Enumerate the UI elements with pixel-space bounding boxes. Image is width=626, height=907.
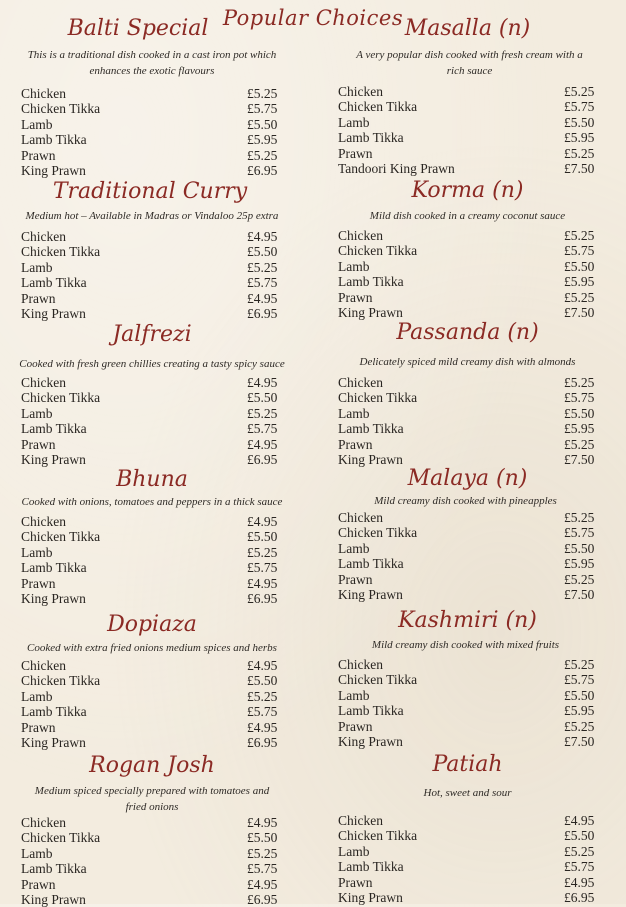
menu-item [21,390,304,405]
item-price: £5.50 [247,673,278,689]
menu-item [338,859,626,874]
item-price: £5.75 [247,560,278,576]
item-price: £5.75 [247,704,278,720]
item-price: £4.95 [247,719,278,735]
item-price: £4.95 [247,514,278,529]
item-price: £6.95 [247,451,278,467]
item-price: £5.25 [247,405,278,421]
item-name: Chicken [338,228,383,243]
item-name: King Prawn [21,891,86,907]
item-price: £5.95 [564,274,595,290]
section-title: Kashmiri (n) [398,608,537,633]
menu-item [21,545,304,560]
menu-item [338,875,626,890]
item-name: Lamb [21,405,53,421]
item-price: £5.25 [564,289,595,305]
item-price: £4.95 [564,874,595,890]
item-name: Prawn [338,289,373,305]
item-name: King Prawn [21,590,86,606]
item-price: £7.50 [564,586,595,602]
menu-item [338,290,626,305]
menu-item [338,421,626,436]
item-price: £4.95 [247,229,278,244]
section-title: Jalfrezi [112,322,192,347]
menu-item [338,390,626,405]
section-title: Korma (n) [411,178,524,203]
item-price: £5.25 [247,259,278,275]
item-price: £5.50 [247,390,278,406]
menu-item [21,101,304,116]
item-price: £5.50 [247,116,278,132]
item-price: £5.25 [564,510,595,525]
item-price: £7.50 [564,451,595,467]
item-name: Chicken [21,815,66,830]
section-title: Patiah [432,752,503,777]
item-price: £5.50 [564,405,595,421]
section-title: Dopiaza [107,612,197,637]
menu-item [21,846,304,861]
menu-item [21,244,304,259]
item-name: Chicken Tikka [21,101,101,117]
item-name: Lamb Tikka [338,130,404,146]
item-name: King Prawn [21,734,86,750]
section-description: Mild creamy dish cooked with mixed fruits [371,639,560,651]
item-name: Chicken [21,658,66,673]
item-price: £5.75 [564,525,595,541]
menu-item [338,828,626,843]
item-price: £5.75 [247,861,278,877]
item-name: King Prawn [21,305,86,321]
section-description: Cooked with onions, tomatoes and peppers in a thick sauce [21,496,283,508]
item-name: Lamb [21,116,53,132]
item-name: Lamb [21,259,53,275]
item-name: King Prawn [338,451,403,467]
item-price: £5.25 [247,688,278,704]
item-name: Chicken Tikka [21,529,101,545]
item-name: King Prawn [338,586,403,602]
menu-item [338,437,626,452]
item-price: £5.95 [564,556,595,572]
item-name: Chicken Tikka [338,243,418,259]
menu-item [21,306,304,321]
item-name: King Prawn [338,889,403,905]
item-price: £7.50 [564,160,595,176]
menu-item [338,375,626,390]
item-name: Chicken [21,514,66,529]
item-price: £5.95 [247,132,278,148]
menu-item [21,260,304,275]
menu-item [338,243,626,258]
menu-item [21,163,304,178]
item-price: £5.95 [564,130,595,146]
item-price: £4.95 [247,436,278,452]
item-name: Lamb [338,258,370,274]
item-price: £5.50 [247,529,278,545]
section-title: Traditional Curry [52,179,248,204]
item-name: Lamb Tikka [21,861,87,877]
item-price: £6.95 [247,590,278,606]
item-price: £5.50 [564,114,595,130]
menu-item [21,148,304,163]
item-name: Chicken Tikka [21,673,101,689]
item-name: Lamb [21,845,53,861]
item-name: Lamb Tikka [338,703,404,719]
item-name: King Prawn [21,162,86,178]
item-price: £5.95 [564,703,595,719]
section-title: Balti Special [67,16,209,41]
menu-item [21,704,304,719]
menu-item [338,541,626,556]
item-price: £5.25 [564,843,595,859]
item-name: Chicken Tikka [338,99,418,115]
item-price: £5.25 [247,147,278,163]
item-name: Lamb [338,687,370,703]
menu-item [21,830,304,845]
item-price: £5.75 [564,672,595,688]
item-price: £4.95 [247,815,278,830]
menu-item [21,815,304,830]
item-name: Lamb Tikka [21,132,87,148]
item-price: £5.25 [247,845,278,861]
menu-item [338,525,626,540]
menu-item [21,735,304,750]
item-name: Prawn [338,718,373,734]
item-name: Chicken Tikka [338,672,418,688]
item-name: Lamb Tikka [21,704,87,720]
menu-item [338,572,626,587]
menu-item [338,556,626,571]
item-name: King Prawn [338,304,403,320]
item-name: Lamb Tikka [21,560,87,576]
section-description: This is a traditional dish cooked in a cast iron pot which enhances the exotic flavours [27,49,277,77]
item-price: £6.95 [564,889,595,905]
item-price: £4.95 [247,658,278,673]
item-name: Lamb [21,544,53,560]
menu-item [338,99,626,114]
menu-item [338,228,626,243]
menu-item [21,406,304,421]
menu-item [21,877,304,892]
menu-item [338,115,626,130]
menu-item [338,813,626,828]
menu-item [21,117,304,132]
section-description: Cooked with fresh green chillies creating a tasty spicy sauce [19,358,285,370]
item-price: £5.25 [247,544,278,560]
menu-item [21,421,304,436]
item-name: Chicken Tikka [338,828,418,844]
item-price: £5.75 [247,421,278,437]
menu-item [21,291,304,306]
item-name: Chicken [338,375,383,390]
menu-item [21,452,304,467]
item-name: Lamb Tikka [338,421,404,437]
item-name: Lamb [338,114,370,130]
item-name: Chicken [338,813,383,828]
menu-item [338,84,626,99]
item-price: £5.25 [564,657,595,672]
item-name: Prawn [21,147,56,163]
menu-item [338,130,626,145]
section-title: Rogan Josh [89,753,215,778]
item-price: £5.50 [564,540,595,556]
menu-item [338,305,626,320]
section-title: Passanda (n) [396,320,539,345]
menu-item [338,672,626,687]
menu-item [21,892,304,907]
item-price: £5.50 [564,258,595,274]
item-name: Chicken Tikka [21,830,101,846]
section-title: Masalla (n) [404,16,531,41]
menu-item [338,890,626,905]
item-price: £5.95 [564,421,595,437]
item-price: £6.95 [247,162,278,178]
page-header: Popular Choices [222,6,404,30]
menu-item [21,514,304,529]
menu-item [338,259,626,274]
item-name: Chicken Tikka [21,390,101,406]
menu-item [21,132,304,147]
item-price: £6.95 [247,305,278,321]
menu-item [338,587,626,602]
menu-item [21,560,304,575]
item-name: Lamb Tikka [338,859,404,875]
item-price: £5.25 [564,84,595,99]
item-price: £5.25 [247,86,278,101]
item-name: Lamb [21,688,53,704]
menu-item [21,275,304,290]
menu-item [338,274,626,289]
item-name: Prawn [21,575,56,591]
item-price: £5.25 [564,571,595,587]
menu-item [21,658,304,673]
item-name: King Prawn [21,451,86,467]
item-price: £5.75 [564,99,595,115]
item-name: Lamb [338,405,370,421]
item-name: Prawn [21,719,56,735]
item-name: Chicken Tikka [338,390,418,406]
item-name: Lamb [338,540,370,556]
menu-item [21,86,304,101]
item-price: £6.95 [247,734,278,750]
menu-item [338,734,626,749]
item-price: £5.50 [564,828,595,844]
item-price: £5.25 [564,436,595,452]
section-description: Mild creamy dish cooked with pineapples [374,495,557,507]
item-name: Lamb Tikka [338,556,404,572]
item-price: £5.75 [564,859,595,875]
menu-item [21,689,304,704]
menu-item [21,673,304,688]
item-price: £5.50 [247,830,278,846]
item-name: Prawn [338,436,373,452]
item-name: Chicken [338,657,383,672]
menu-item [338,719,626,734]
item-price: £5.25 [564,718,595,734]
item-name: Lamb [338,843,370,859]
menu-item [338,406,626,421]
item-name: King Prawn [338,733,403,749]
item-price: £5.75 [564,243,595,259]
item-price: £5.25 [564,145,595,161]
section-description: A very popular dish cooked with fresh cream with a rich sauce [356,49,583,77]
menu-item [21,720,304,735]
item-name: Prawn [338,571,373,587]
menu-item [338,510,626,525]
item-name: Prawn [21,436,56,452]
menu-item [338,146,626,161]
menu-item [338,844,626,859]
item-price: £5.75 [247,101,278,117]
item-name: Prawn [21,290,56,306]
item-name: Chicken [21,86,66,101]
item-name: Chicken [21,375,66,390]
menu-item [21,861,304,876]
section-description: Delicately spiced mild creamy dish with almonds [359,356,576,368]
item-price: £7.50 [564,304,595,320]
item-price: £7.50 [564,733,595,749]
menu-item [21,437,304,452]
section-description: Medium hot – Available in Madras or Vindaloo 25p extra [25,210,279,222]
menu-item [21,529,304,544]
item-name: Lamb Tikka [338,274,404,290]
item-price: £4.95 [564,813,595,828]
section-title: Malaya (n) [407,466,528,491]
item-price: £5.25 [564,375,595,390]
section-description: Hot, sweet and sour [423,787,512,799]
item-price: £4.95 [247,290,278,306]
section-description: Cooked with extra fried onions medium spices and herbs [27,642,277,654]
item-name: Lamb Tikka [21,421,87,437]
item-price: £4.95 [247,375,278,390]
item-price: £5.50 [564,687,595,703]
section-title: Bhuna [116,467,188,492]
item-price: £4.95 [247,575,278,591]
item-name: Prawn [338,874,373,890]
item-name: Chicken Tikka [21,244,101,260]
menu-item [338,703,626,718]
item-price: £5.75 [564,390,595,406]
menu-item [338,688,626,703]
menu-item [21,229,304,244]
section-description: Mild dish cooked in a creamy coconut sauce [369,210,566,222]
item-name: Chicken Tikka [338,525,418,541]
menu-item [21,591,304,606]
menu-item [21,576,304,591]
menu-item [338,161,626,176]
item-name: Chicken [338,84,383,99]
item-name: Chicken [21,229,66,244]
item-price: £5.75 [247,275,278,291]
item-name: Prawn [338,145,373,161]
item-name: Chicken [338,510,383,525]
menu-item [338,657,626,672]
menu-item [21,375,304,390]
item-name: Lamb Tikka [21,275,87,291]
item-name: Prawn [21,876,56,892]
item-price: £5.50 [247,244,278,260]
section-description: Medium spiced specially prepared with tomatoes and fried onions [34,785,270,813]
item-price: £6.95 [247,891,278,907]
item-name: Tandoori King Prawn [338,160,455,176]
item-price: £4.95 [247,876,278,892]
item-price: £5.25 [564,228,595,243]
